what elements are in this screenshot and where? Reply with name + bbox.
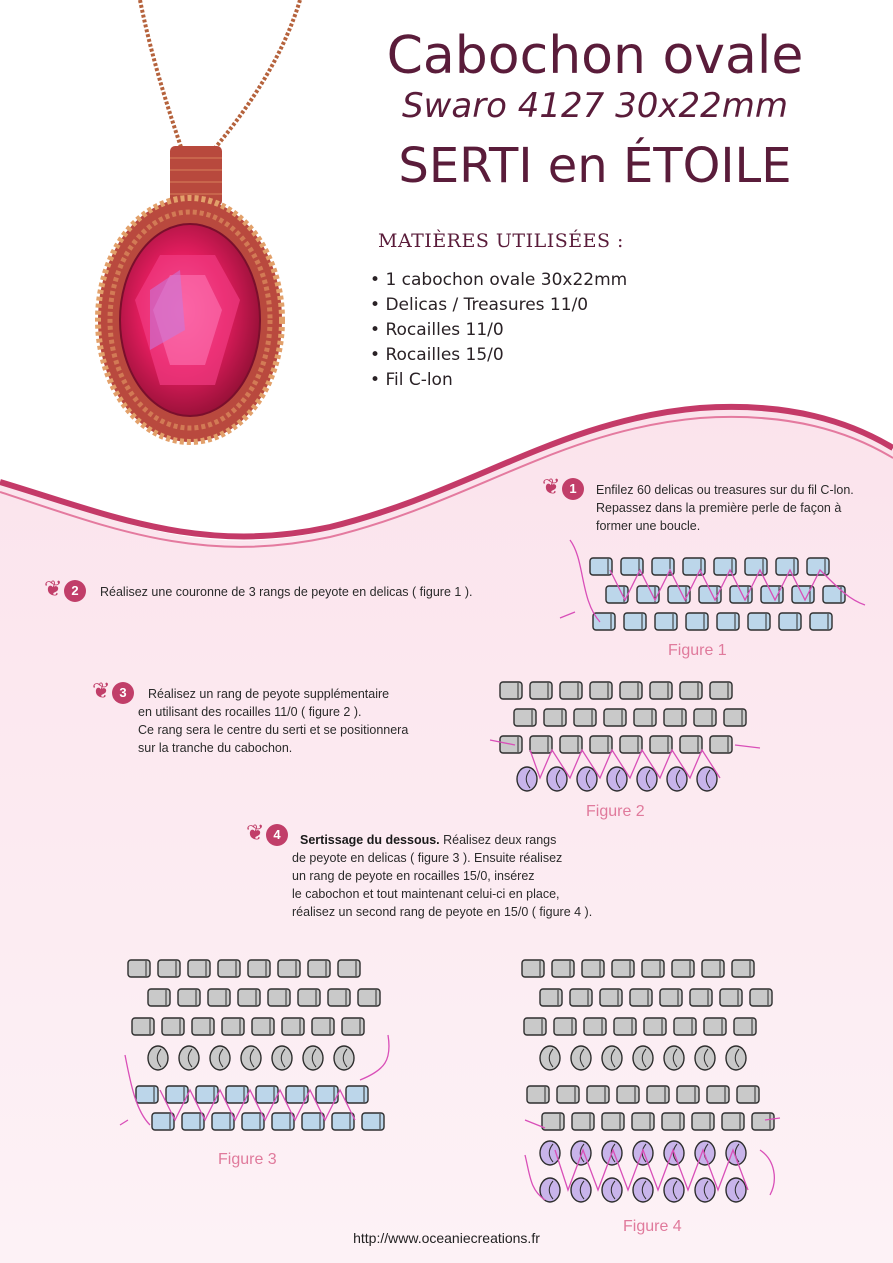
delica-bead <box>182 1113 204 1130</box>
step-line: un rang de peyote en rocailles 15/0, insérez <box>292 869 535 883</box>
delica-bead <box>242 1113 264 1130</box>
delica-bead <box>328 989 350 1006</box>
delica-bead <box>621 558 643 575</box>
delica-bead <box>677 1086 699 1103</box>
delica-bead <box>552 960 574 977</box>
delica-bead <box>554 1018 576 1035</box>
materials-heading: MATIÈRES UTILISÉES : <box>378 230 624 252</box>
material-item: • Rocailles 15/0 <box>370 343 627 368</box>
delica-bead <box>600 989 622 1006</box>
delica-bead <box>650 736 672 753</box>
delica-bead <box>686 613 708 630</box>
delica-bead <box>278 960 300 977</box>
delica-bead <box>524 1018 546 1035</box>
step-line: sur la tranche du cabochon. <box>138 741 293 755</box>
delica-bead <box>540 989 562 1006</box>
delica-bead <box>560 682 582 699</box>
step-line: Réalisez un rang de peyote supplémentaire <box>148 687 390 701</box>
delica-bead <box>672 960 694 977</box>
title-line-1: Cabochon ovale <box>386 26 804 86</box>
delica-bead <box>574 709 596 726</box>
rocaille-bead <box>517 767 537 791</box>
delica-bead <box>132 1018 154 1035</box>
delica-bead <box>717 613 739 630</box>
delica-bead <box>218 960 240 977</box>
step-line: en utilisant des rocailles 11/0 ( figure 2 ). <box>138 705 362 719</box>
figure-1-caption: Figure 1 <box>668 642 727 659</box>
delica-bead <box>662 1113 684 1130</box>
step-line: le cabochon et tout maintenant celui-ci en place, <box>292 887 560 901</box>
delica-bead <box>617 1086 639 1103</box>
delica-bead <box>527 1086 549 1103</box>
delica-bead <box>624 613 646 630</box>
delica-bead <box>680 736 702 753</box>
delica-bead <box>587 1086 609 1103</box>
delica-bead <box>776 558 798 575</box>
delica-bead <box>560 736 582 753</box>
step-4-number: 4 <box>266 824 288 846</box>
delica-bead <box>704 1018 726 1035</box>
rocaille-bead <box>334 1046 354 1070</box>
rocaille-bead <box>571 1178 591 1202</box>
delica-bead <box>664 709 686 726</box>
heart-swirl-icon: ❦ <box>246 820 265 845</box>
delica-bead <box>152 1113 174 1130</box>
delica-bead <box>282 1018 304 1035</box>
heart-swirl-icon: ❦ <box>44 576 63 601</box>
delica-bead <box>346 1086 368 1103</box>
rocaille-bead <box>607 767 627 791</box>
footer-url: http://www.oceaniecreations.fr <box>353 1230 540 1246</box>
delica-bead <box>593 613 615 630</box>
delica-bead <box>222 1018 244 1035</box>
material-item: • 1 cabochon ovale 30x22mm <box>370 268 627 293</box>
rocaille-bead <box>667 767 687 791</box>
title-line-2: Swaro 4127 30x22mm <box>401 86 789 126</box>
rocaille-bead <box>602 1046 622 1070</box>
delica-bead <box>614 1018 636 1035</box>
delica-bead <box>748 613 770 630</box>
delica-bead <box>212 1113 234 1130</box>
delica-bead <box>710 682 732 699</box>
rocaille-bead <box>148 1046 168 1070</box>
step-2-number: 2 <box>64 580 86 602</box>
material-item: • Delicas / Treasures 11/0 <box>370 293 627 318</box>
delica-bead <box>620 682 642 699</box>
figure-4-caption: Figure 4 <box>623 1218 682 1235</box>
delica-bead <box>807 558 829 575</box>
delica-bead <box>720 989 742 1006</box>
delica-bead <box>660 989 682 1006</box>
delica-bead <box>702 960 724 977</box>
delica-bead <box>298 989 320 1006</box>
rocaille-bead <box>540 1141 560 1165</box>
step-line: de peyote en delicas ( figure 3 ). Ensuite réalisez <box>292 851 563 865</box>
delica-bead <box>342 1018 364 1035</box>
delica-bead <box>632 1113 654 1130</box>
delica-bead <box>710 736 732 753</box>
delica-bead <box>136 1086 158 1103</box>
delica-bead <box>148 989 170 1006</box>
step-line: Ce rang sera le centre du serti et se positionnera <box>138 723 409 737</box>
rocaille-bead <box>210 1046 230 1070</box>
step-line-part: Réalisez deux rangs <box>439 833 557 847</box>
delica-bead <box>745 558 767 575</box>
delica-bead <box>188 960 210 977</box>
delica-bead <box>779 613 801 630</box>
step-3-number: 3 <box>112 682 134 704</box>
delica-bead <box>590 558 612 575</box>
delica-bead <box>690 989 712 1006</box>
delica-bead <box>238 989 260 1006</box>
delica-bead <box>582 960 604 977</box>
delica-bead <box>732 960 754 977</box>
delica-bead <box>158 960 180 977</box>
delica-bead <box>362 1113 384 1130</box>
rocaille-bead <box>577 767 597 791</box>
delica-bead <box>332 1113 354 1130</box>
delica-bead <box>674 1018 696 1035</box>
heart-swirl-icon: ❦ <box>542 474 561 499</box>
delica-bead <box>192 1018 214 1035</box>
delica-bead <box>692 1113 714 1130</box>
rocaille-bead <box>571 1141 591 1165</box>
rocaille-bead <box>633 1046 653 1070</box>
delica-bead <box>268 989 290 1006</box>
rocaille-bead <box>664 1046 684 1070</box>
rocaille-bead <box>695 1141 715 1165</box>
rocaille-bead <box>664 1178 684 1202</box>
delica-bead <box>737 1086 759 1103</box>
delica-bead <box>734 1018 756 1035</box>
rocaille-bead <box>633 1178 653 1202</box>
delica-bead <box>714 558 736 575</box>
delica-bead <box>730 586 752 603</box>
rocaille-bead <box>547 767 567 791</box>
delica-bead <box>302 1113 324 1130</box>
delica-bead <box>722 1113 744 1130</box>
delica-bead <box>694 709 716 726</box>
delica-bead <box>680 682 702 699</box>
delica-bead <box>590 682 612 699</box>
delica-bead <box>620 736 642 753</box>
delica-bead <box>530 682 552 699</box>
rocaille-bead <box>633 1141 653 1165</box>
delica-bead <box>312 1018 334 1035</box>
delica-bead <box>128 960 150 977</box>
rocaille-bead <box>726 1046 746 1070</box>
delica-bead <box>644 1018 666 1035</box>
rocaille-bead <box>695 1178 715 1202</box>
figure-3-caption: Figure 3 <box>218 1151 277 1168</box>
delica-bead <box>602 1113 624 1130</box>
step-line: Repassez dans la première perle de façon à <box>596 501 842 515</box>
delica-bead <box>542 1113 564 1130</box>
delica-bead <box>584 1018 606 1035</box>
figure-2-caption: Figure 2 <box>586 803 645 820</box>
delica-bead <box>500 682 522 699</box>
step-line: réalisez un second rang de peyote en 15/0 ( figure 4 ). <box>292 905 593 919</box>
rocaille-bead <box>637 767 657 791</box>
delica-bead <box>570 989 592 1006</box>
delica-bead <box>522 960 544 977</box>
rocaille-bead <box>241 1046 261 1070</box>
delica-bead <box>630 989 652 1006</box>
material-item: • Fil C-lon <box>370 368 627 393</box>
delica-bead <box>604 709 626 726</box>
rocaille-bead <box>697 767 717 791</box>
rocaille-bead <box>179 1046 199 1070</box>
delica-bead <box>590 736 612 753</box>
delica-bead <box>572 1113 594 1130</box>
rocaille-bead <box>726 1178 746 1202</box>
delica-bead <box>308 960 330 977</box>
delica-bead <box>248 960 270 977</box>
delica-bead <box>724 709 746 726</box>
delica-bead <box>823 586 845 603</box>
delica-bead <box>707 1086 729 1103</box>
rocaille-bead <box>602 1178 622 1202</box>
delica-bead <box>612 960 634 977</box>
delica-bead <box>272 1113 294 1130</box>
step-2-text: Réalisez une couronne de 3 rangs de peyote en delicas ( figure 1 ). <box>100 585 473 599</box>
step-line: former une boucle. <box>596 519 701 533</box>
delica-bead <box>642 960 664 977</box>
rocaille-bead <box>303 1046 323 1070</box>
delica-bead <box>252 1018 274 1035</box>
delica-bead <box>637 586 659 603</box>
delica-bead <box>634 709 656 726</box>
delica-bead <box>647 1086 669 1103</box>
delica-bead <box>650 682 672 699</box>
delica-bead <box>752 1113 774 1130</box>
heart-swirl-icon: ❦ <box>92 678 111 703</box>
step-1-number: 1 <box>562 478 584 500</box>
delica-bead <box>338 960 360 977</box>
delica-bead <box>530 736 552 753</box>
step-line: Enfilez 60 delicas ou treasures sur du fil C-lon. <box>596 483 854 497</box>
delica-bead <box>178 989 200 1006</box>
material-item: • Rocailles 11/0 <box>370 318 627 343</box>
delica-bead <box>358 989 380 1006</box>
step-4-bold: Sertissage du dessous. <box>300 833 440 847</box>
delica-bead <box>162 1018 184 1035</box>
rocaille-bead <box>695 1046 715 1070</box>
delica-bead <box>750 989 772 1006</box>
delica-bead <box>208 989 230 1006</box>
delica-bead <box>810 613 832 630</box>
delica-bead <box>544 709 566 726</box>
thread-path-fig1 <box>560 540 865 622</box>
delica-bead <box>655 613 677 630</box>
rocaille-bead <box>272 1046 292 1070</box>
rocaille-bead <box>571 1046 591 1070</box>
delica-bead <box>557 1086 579 1103</box>
delica-bead <box>514 709 536 726</box>
rocaille-bead <box>540 1046 560 1070</box>
title-line-3: SERTI en ÉTOILE <box>398 138 792 194</box>
